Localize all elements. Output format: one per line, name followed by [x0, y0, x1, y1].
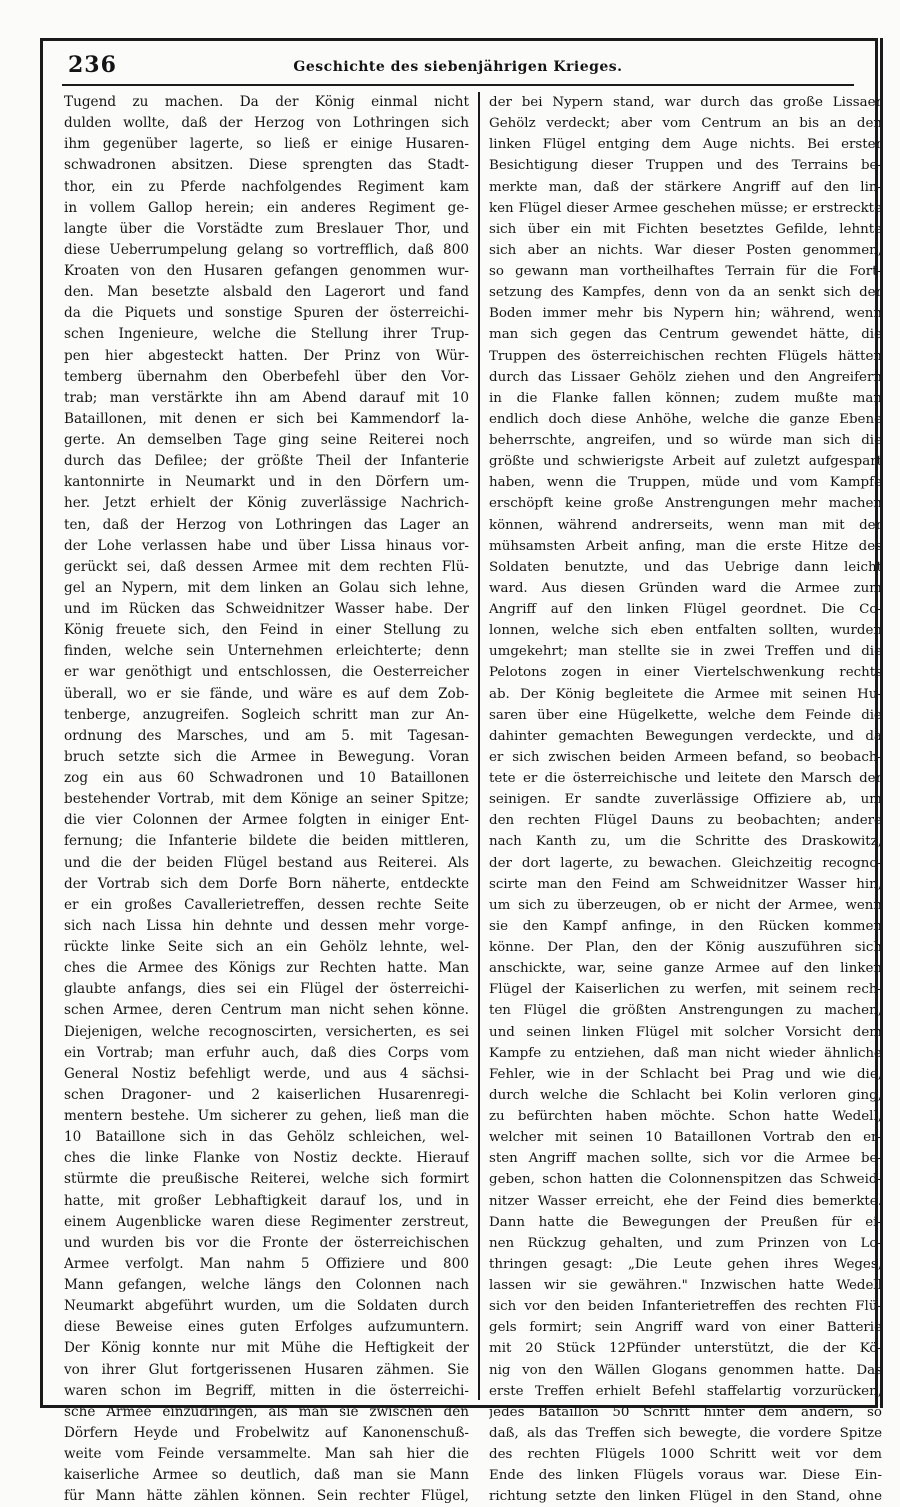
text-line: haben, wenn die Truppen, müde und vom Kampfe — [489, 475, 882, 491]
text-line: man sich gegen das Centrum gewendet hätte, die — [489, 327, 882, 343]
text-line: schen Dragoner- und 2 kaiserlichen Husarenregi- — [64, 1086, 469, 1103]
text-line: in die Flanke fallen können; zudem mußte man — [489, 390, 882, 406]
text-line: Diejenigen, welche recognoscirten, versicherten, es sei — [64, 1023, 469, 1040]
page-number: 236 — [68, 52, 117, 78]
page-frame — [40, 38, 882, 1505]
text-line: Ende des linken Flügels voraus war. Diese Ein- — [489, 1468, 882, 1484]
text-line: 10 Bataillone sich in das Gehölz schleichen, wel- — [64, 1129, 469, 1146]
text-line: mühsamsten Arbeit anfing, man die erste Hitze des — [489, 538, 882, 554]
text-line: er war genöthigt und entschlossen, die Oesterreicher — [64, 664, 469, 681]
text-line: mit 20 Stück 12Pfünder unterstützt, die der Kö- — [489, 1341, 882, 1357]
text-line: lassen wir sie gewähren." Inzwischen hatte Wedell — [489, 1278, 882, 1293]
text-line: Dörfern Heyde und Frobelwitz auf Kanonenschuß- — [64, 1424, 469, 1441]
text-line: der bei Nypern stand, war durch das große Lissaer — [489, 95, 882, 110]
text-line: bestehender Vortrab, mit dem Könige an seiner Spitze; — [64, 791, 469, 808]
text-line: zu befürchten haben möchte. Schon hatte Wedell, — [489, 1109, 882, 1124]
text-line: ihm gegenüber lagerte, so ließ er einige Husaren- — [64, 136, 469, 153]
page-header — [62, 48, 854, 86]
text-line: er ein großes Cavallerietreffen, dessen rechte Seite — [64, 896, 469, 913]
text-line: tenberge, anzugreifen. Sogleich schritt man zur An- — [64, 706, 469, 723]
text-line: thor, ein zu Pferde nachfolgendes Regiment kam — [64, 178, 469, 195]
text-line: des rechten Flügels 1000 Schritt weit vor dem — [489, 1447, 882, 1462]
text-line: ken Flügel dieser Armee geschehen müsse; er erstreckte — [489, 200, 882, 216]
text-line: merkte man, daß der stärkere Angriff auf den lin- — [489, 179, 882, 195]
text-line: Armee verfolgt. Man nahm 5 Offiziere und 800 — [64, 1255, 469, 1272]
text-line: geben, schon hatten die Colonnenspitzen das Schweid- — [489, 1172, 882, 1188]
text-line: kantonnirte in Neumarkt und in den Dörfern um- — [64, 474, 469, 491]
text-line: überall, wo er sie fände, und wäre es auf dem Zob- — [64, 685, 469, 702]
text-line: erschöpft keine große Anstrengungen mehr machen — [489, 496, 882, 512]
text-line: anschickte, war, seine ganze Armee auf den linken — [489, 961, 882, 977]
text-line: weite vom Feinde versammelte. Man sah hier die — [64, 1446, 469, 1462]
text-line: endlich doch diese Anhöhe, welche die ganze Ebene — [489, 411, 882, 427]
text-line: ten, daß der Herzog von Lothringen das Lager an — [64, 516, 469, 533]
text-line: Bataillonen, mit denen er sich bei Kammendorf la- — [64, 410, 469, 427]
text-line: finden, welche sein Unternehmen erleichterte; denn — [64, 643, 469, 660]
text-line: der dort lagerte, zu bewachen. Gleichzeitig recogno- — [489, 855, 882, 871]
text-line: durch welche die Schlacht bei Kolin verloren ging, — [489, 1087, 882, 1103]
text-line: rückte linke Seite sich an ein Gehölz lehnte, wel- — [64, 939, 469, 955]
text-line: schwadronen absitzen. Diese sprengten das Stadt- — [64, 157, 469, 174]
text-columns — [64, 92, 882, 1505]
text-line: mentern bestehe. Um sicherer zu gehen, ließ man die — [64, 1108, 469, 1124]
text-line: so gewann man vortheilhaftes Terrain für die Fort- — [489, 264, 882, 279]
text-line: gerückt sei, daß dessen Armee mit dem rechten Flü- — [64, 558, 469, 575]
text-line: und im Rücken das Schweidnitzer Wasser habe. Der — [64, 601, 469, 617]
text-line: tete er die österreichische und leitete den Marsch der — [489, 771, 882, 786]
text-line: ab. Der König begleitete die Armee mit seinen Hu- — [489, 686, 882, 702]
text-line: General Nostiz befehligt werde, und aus 4 sächsi- — [64, 1065, 469, 1082]
text-line: pen hier abgesteckt hatten. Der Prinz von Wür- — [64, 347, 469, 364]
text-line: richtung setzte den linken Flügel in den Stand, ohne — [489, 1489, 882, 1505]
text-line: beherrschte, angreifen, und so würde man sich die — [489, 433, 882, 448]
text-line: durch das Lissaer Gehölz ziehen und den Angreifern — [489, 369, 882, 385]
text-line: Neumarkt abgeführt wurden, um die Soldaten durch — [64, 1298, 469, 1315]
text-line: zog ein aus 60 Schwadronen und 10 Bataillonen — [64, 770, 469, 786]
text-line: bruch setzte sich die Armee in Bewegung. Voran — [64, 748, 469, 765]
text-line: jedes Bataillon 50 Schritt hinter dem andern, so — [489, 1404, 882, 1420]
text-line: sich vor den beiden Infanterietreffen des rechten Flü- — [489, 1299, 882, 1315]
text-line: Kroaten von den Husaren gefangen genommen wur- — [64, 263, 469, 279]
text-line: gerte. An demselben Tage ging seine Reiterei noch — [64, 432, 469, 448]
text-line: ward. Aus diesen Gründen ward die Armee zum — [489, 580, 882, 596]
text-line: können, während andrerseits, wenn man mit der — [489, 517, 882, 533]
text-line: und seinen linken Flügel mit solcher Vorsicht dem — [489, 1024, 882, 1040]
column-divider — [478, 92, 480, 1400]
text-line: umgekehrt; man stellte sie in zwei Treffen und die — [489, 644, 882, 660]
text-line: nig von den Wällen Glogans genommen hatte. Das — [489, 1362, 882, 1378]
text-line: Flügel der Kaiserlichen zu werfen, mit seinem rech- — [489, 982, 882, 998]
text-line: hatte, mit großer Lebhaftigkeit darauf los, und in — [64, 1192, 469, 1209]
text-line: her. Jetzt erhielt der König zuverlässige Nachrich- — [64, 495, 469, 512]
text-line: um sich zu überzeugen, ob er nicht der Armee, wenn — [489, 897, 882, 913]
text-line: Der König konnte nur mit Mühe die Heftigkeit der — [64, 1340, 469, 1357]
text-line: da die Piquets und sonstige Spuren der österreichi- — [64, 305, 469, 322]
text-line: für Mann hätte zählen können. Sein rechter Flügel, — [64, 1488, 469, 1505]
text-line: setzung des Kampfes, denn von da an senkt sich der — [489, 285, 882, 301]
text-line: Boden immer mehr bis Nypern hin; während, wenn — [489, 306, 882, 322]
text-line: Fehler, wie in der Schlacht bei Prag und wie die, — [489, 1066, 882, 1082]
text-line: stürmte die preußische Reiterei, welche sich formirt — [64, 1171, 469, 1188]
text-line: ches die linke Flanke von Nostiz deckte. Hierauf — [64, 1150, 469, 1167]
text-line: Angriff auf den linken Flügel geordnet. Die Co- — [489, 602, 882, 617]
text-line: nitzer Wasser erreicht, ehe der Feind dies bemerkte. — [489, 1193, 882, 1209]
text-line: nach Kanth zu, um die Schritte des Draskowitz, — [489, 834, 882, 850]
text-line: der Lohe verlassen habe und über Lissa hinaus vor- — [64, 537, 469, 554]
text-line: daß, als das Treffen sich bewegte, die vordere Spitze — [489, 1425, 882, 1441]
running-title: Geschichte des siebenjährigen Krieges. — [293, 59, 623, 75]
text-line: sich über ein mit Fichten besetztes Gefilde, lehnte — [489, 221, 882, 237]
text-line: die vier Colonnen der Armee folgten in einiger Ent- — [64, 812, 469, 829]
text-line: Pelotons zogen in einer Viertelschwenkung rechts — [489, 665, 882, 681]
text-line: sich nach Lissa hin dehnte und dessen mehr vorge- — [64, 917, 469, 934]
text-line: ordnung des Marsches, und am 5. mit Tagesan- — [64, 727, 469, 744]
text-line: nen Rückzug gehalten, und zum Prinzen von Lo- — [489, 1235, 882, 1251]
text-line: temberg übernahm den Oberbefehl über den Vor- — [64, 368, 469, 385]
text-line: dulden wollte, daß der Herzog von Lothringen sich — [64, 115, 469, 132]
text-line: der Vortrab sich dem Dorfe Born näherte, entdeckte — [64, 875, 469, 892]
text-line: Kampfe zu entziehen, daß man nicht wieder ähnliche — [489, 1045, 882, 1061]
text-line: erste Treffen erhielt Befehl staffelartig vorzurücken, — [489, 1383, 882, 1399]
text-line: diese Beweise eines guten Erfolges aufzumuntern. — [64, 1319, 469, 1336]
text-line: fernung; die Infanterie bildete die beiden mittleren, — [64, 833, 469, 850]
text-line: und wurden bis vor die Fronte der österreichischen — [64, 1234, 469, 1251]
text-line: welcher mit seinen 10 Bataillonen Vortrab den er- — [489, 1130, 882, 1146]
text-line: den. Man besetzte alsbald den Lagerort und fand — [64, 284, 469, 301]
text-line: Soldaten benutzte, und das Uebrige dann leicht — [489, 559, 882, 575]
text-line: ten Flügel die größten Anstrengungen zu machen, — [489, 1003, 882, 1019]
text-line: waren schon im Begriff, mitten in die österreichi- — [64, 1382, 469, 1399]
text-line: saren über eine Hügelkette, welche dem Feinde die — [489, 707, 882, 723]
text-line: lonnen, welche sich eben entfalten sollten, wurden — [489, 623, 882, 639]
text-line: sche Armee einzudringen, als man sie zwischen den — [64, 1403, 469, 1420]
text-line: schen Ingenieure, welche die Stellung ihrer Trup- — [64, 326, 469, 343]
text-line: sie den Kampf anfinge, in den Rücken kommen — [489, 918, 882, 934]
text-line: einem Augenblicke waren diese Regimenter zerstreut, — [64, 1213, 469, 1230]
text-line: gels formirt; sein Angriff ward von einer Batterie — [489, 1320, 882, 1336]
text-line: scirte man den Feind am Schweidnitzer Wasser hin, — [489, 876, 882, 892]
text-line: Tugend zu machen. Da der König einmal nicht — [64, 94, 469, 110]
text-line: schen Armee, deren Centrum man nicht sehen könne. — [64, 1002, 469, 1019]
text-line: dahinter gemachten Bewegungen verdeckte, und da — [489, 728, 882, 744]
text-line: Besichtigung dieser Truppen und des Terrains be- — [489, 158, 882, 174]
right-column — [489, 92, 882, 1505]
text-line: sten Angriff machen sollte, sich vor die Armee be- — [489, 1151, 882, 1167]
text-line: sich aber an nichts. War dieser Posten genommen, — [489, 242, 882, 258]
text-line: Truppen des österreichischen rechten Flügels hätten — [489, 348, 882, 364]
text-line: ein Vortrab; man erfuhr auch, daß dies Corps vom — [64, 1044, 469, 1061]
text-line: glaubte anfangs, dies sei ein Flügel der österreichi- — [64, 981, 469, 998]
text-line: könne. Der Plan, den der König auszuführen sich — [489, 940, 882, 955]
text-line: linken Flügel entging dem Auge nichts. Bei erster — [489, 137, 882, 153]
text-line: gel an Nypern, mit dem linken an Golau sich lehne, — [64, 579, 469, 596]
text-line: trab; man verstärkte ihn am Abend darauf mit 10 — [64, 389, 469, 406]
text-line: diese Ueberrumpelung gelang so vortrefflich, daß 800 — [64, 241, 469, 258]
text-line: er sich zwischen beiden Armeen befand, so beobach- — [489, 749, 882, 765]
text-line: Mann gefangen, welche längs den Colonnen nach — [64, 1277, 469, 1293]
text-line: kaiserliche Armee so deutlich, daß man sie Mann — [64, 1467, 469, 1484]
text-line: in vollem Gallop herein; ein anderes Regiment ge- — [64, 199, 469, 216]
text-line: Gehölz verdeckt; aber vom Centrum an bis an den — [489, 116, 882, 132]
text-line: Dann hatte die Bewegungen der Preußen für ei- — [489, 1214, 882, 1230]
left-column — [64, 92, 469, 1505]
text-line: thringen gesagt: „Die Leute gehen ihres Weges, — [489, 1256, 882, 1272]
text-line: von ihrer Glut fortgerissenen Husaren zähmen. Sie — [64, 1361, 469, 1378]
text-line: den rechten Flügel Dauns zu beobachten; andere — [489, 813, 882, 829]
text-line: langte über die Vorstädte zum Breslauer Thor, und — [64, 220, 469, 237]
text-line: größte und schwierigste Arbeit auf zuletzt aufgespart — [489, 454, 882, 470]
text-line: seinigen. Er sandte zuverlässige Offiziere ab, um — [489, 792, 882, 808]
text-line: durch das Defilee; der größte Theil der Infanterie — [64, 453, 469, 470]
text-line: und die der beiden Flügel bestand aus Reiterei. Als — [64, 854, 469, 871]
text-line: König freuete sich, den Feind in einer Stellung zu — [64, 622, 469, 639]
text-line: ches die Armee des Königs zur Rechten hatte. Man — [64, 960, 469, 977]
